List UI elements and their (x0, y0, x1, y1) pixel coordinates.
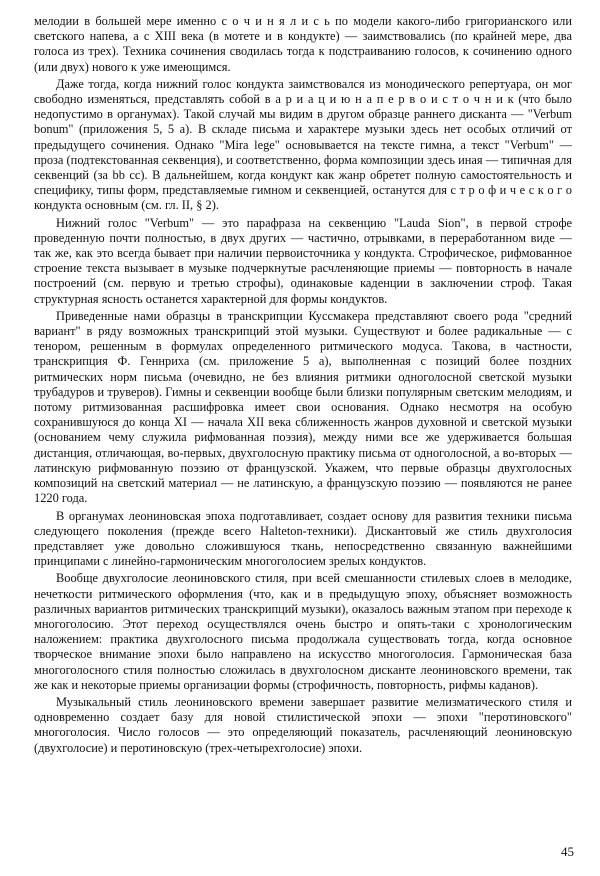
paragraph-2: Даже тогда, когда нижний голос кондукта заимствовался из монодического репертуара, он мог свободно изменяться, представлять собой в а р и а ц и ю н а п е р в о и с т о ч н и к (что было недопустимо в органумах). Такой случай мы видим в другом образце раннего дисканта — "Verbum bonum" (приложения 5, 5 а). В складе письма и характере музыки здесь нет особых отличий от предыдущего сочинения. Однако "Mira lege" основывается на тексте гимна, а текст "Verbum" — проза (подтекстованная секвенция), и соответственно, форма композиции здесь иная — типичная для секвенций (за bb cc). В дальнейшем, когда кондукт как жанр обретет полную самостоятельность и специфику, типы форм, представляемые гимном и секвенцией, останутся для с т р о ф и ч е с к о г о кондукта основным (см. гл. II, § 2). (34, 76, 572, 213)
paragraph-1: мелодии в большей мере именно с о ч и н я л и с ь по модели какого-либо григорианского или светского напева, а с XIII века (в мотете и в кондукте) — заимствовались (по крайней мере, два голоса из трех). Техника сочинения сводилась тогда к подстраиванию голосов, к сочинению одного (или двух) нового к уже имеющимся. (34, 14, 572, 74)
page-body (34, 14, 572, 756)
paragraph-5: В органумах леониновская эпоха подготавливает, создает основу для развития техники письма следующего поколения (прежде всего Halteton-техники). Дискантовый же стиль двухголосия представляет уже довольно сложившуюся ткань, непосредственно связанную важнейшими принципами с линейно-гармоническим многоголосием зрелых кондуктов. (34, 508, 572, 569)
page-number: 45 (561, 844, 574, 859)
paragraph-4: Приведенные нами образцы в транскрипции Куссмакера представляют своего рода "средний вариант" в ряду возможных транскрипций этой музыки. Существуют и более радикальные — с тенором, решенным в формулах определенного ритмического модуса. Такова, в частности, транскрипция Ф. Геннриха (см. приложение 5 а), выполненная с позиций более поздних ритмических норм письма (очевидно, не без влияния ритмики одноголосной светской музыки трубадуров и труверов). Гимны и секвенции вообще были близки популярным светским мелодиям, и потому ритмизованная расшифровка имеет свои основания. Однако несмотря на особую сохранившуюся до конца XI — начала XII века сближенность жанров духовной и светской музыки (основанием чему служила рифмованная поэзия), между ними все же удерживается большая дистанция, отличающая, во-первых, двухголосную практику письма от одноголосной, а во-вторых — латинскую рифмованную поэзию от французской. Укажем, что первые образцы двухголосных композиций на светский материал — не латинскую, а французскую поэзию — появляются не ранее 1220 года. (34, 308, 572, 506)
paragraph-6: Вообще двухголосие леониновского стиля, при всей смешанности стилевых слоев в мелодике, нечеткости ритмического оформления (что, как и в предыдущую эпоху, объясняет возможность различных вариантов ритмических транскрипций музыки), оказалось важным этапом при переходе к многоголосию. Этот переход осуществлялся очень быстро и опять-таки с хронологическим наложением: практика двухголосного письма продолжала существовать тогда, когда основное творческое внимание эпохи было направлено на искусство многоголосия. Гармоническая база многоголосного стиля полностью сложилась в двухголосном дисканте леониновского времени, так же как и некоторые приемы организации формы (строфичность, повторность, рифмы каданов). (34, 571, 572, 692)
paragraph-3: Нижний голос "Verbum" — это парафраза на секвенцию "Lauda Sion", в первой строфе проведенную почти полностью, в двух других — частично, отрывками, в переработанном виде — так же, как это всегда бывает при наличии первоисточника у кондукта. Строфическое, рифмованное строение текста вызывает в музыке подчеркнутые расчленяющие приемы — повторность в начале построений (см. первую и третью строфы), одинаковые каденции в заключении строф. Такая структурная ясность останется характерной для формы кондуктов. (34, 215, 572, 306)
paragraph-7: Музыкальный стиль леониновского времени завершает развитие мелизматического стиля и одновременно создает базу для новой стилистической эпохи — эпохи "перотиновского" многоголосия. Число голосов — это определяющий показатель, расчленяющий леониновскую (двухголосие) и перотиновскую (трех-четырехголосие) эпохи. (34, 694, 572, 755)
